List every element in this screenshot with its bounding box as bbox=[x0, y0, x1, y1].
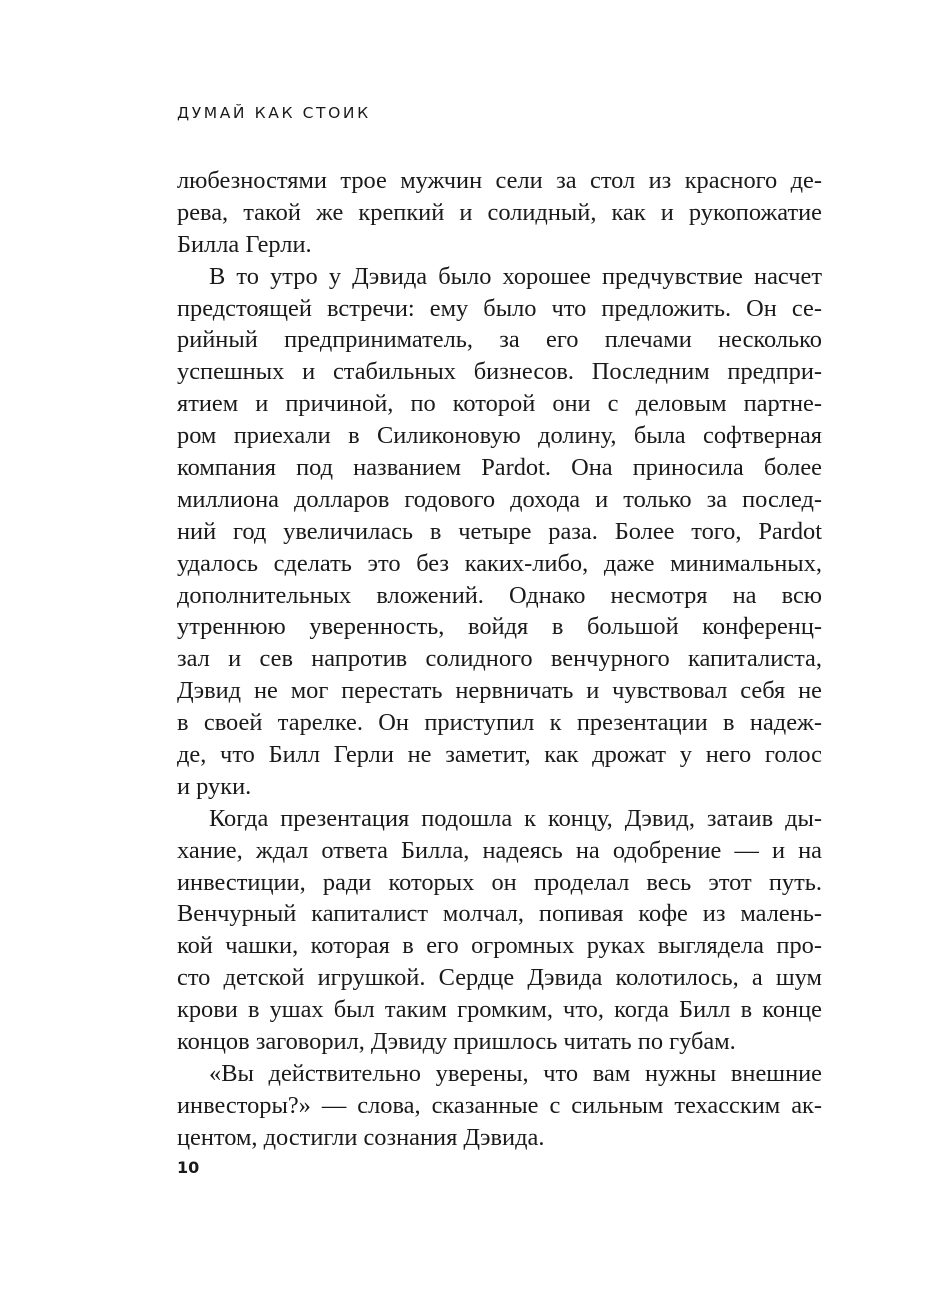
text-line: Дэвид не мог перестать нервничать и чувствовал себя не bbox=[177, 677, 822, 705]
text-line: де, что Билл Герли не заметит, как дрожат у него голос bbox=[177, 741, 822, 769]
text-line: рева, такой же крепкий и солидный, как и рукопожатие bbox=[177, 198, 822, 226]
text-line: кой чашки, которая в его огромных руках выглядела про- bbox=[177, 932, 822, 960]
text-line: компания под названием Pardot. Она приносила более bbox=[177, 454, 822, 482]
text-line: ятием и причиной, по которой они с деловым партне- bbox=[177, 390, 822, 418]
text-line: удалось сделать это без каких-либо, даже минимальных, bbox=[177, 549, 822, 577]
text-line: рийный предприниматель, за его плечами несколько bbox=[177, 326, 822, 354]
text-line: инвестиции, ради которых он проделал весь этот путь. bbox=[177, 868, 822, 896]
text-line: успешных и стабильных бизнесов. Последним предпри- bbox=[177, 358, 822, 386]
text-line: в своей тарелке. Он приступил к презентации в надеж- bbox=[177, 709, 822, 737]
page-number: 10 bbox=[177, 1158, 200, 1177]
text-line: предстоящей встречи: ему было что предложить. Он се- bbox=[177, 294, 822, 322]
text-line: крови в ушах был таким громким, что, когда Билл в конце bbox=[177, 996, 822, 1024]
text-line: Венчурный капиталист молчал, попивая кофе из малень- bbox=[177, 900, 822, 928]
text-line: ний год увеличилась в четыре раза. Более того, Pardot bbox=[177, 517, 822, 545]
text-line: утреннюю уверенность, войдя в большой конференц- bbox=[177, 613, 822, 641]
text-line: инвесторы?» — слова, сказанные с сильным техасским ак- bbox=[177, 1091, 822, 1119]
text-line: сто детской игрушкой. Сердце Дэвида колотилось, а шум bbox=[177, 964, 822, 992]
text-line: центом, достигли сознания Дэвида. bbox=[177, 1123, 545, 1151]
text-line: любезностями трое мужчин сели за стол из красного де- bbox=[177, 167, 822, 194]
text-line: концов заговорил, Дэвиду пришлось читать по губам. bbox=[177, 1028, 736, 1056]
text-line: зал и сев напротив солидного венчурного капиталиста, bbox=[177, 645, 822, 673]
text-line: и руки. bbox=[177, 772, 252, 800]
text-line: дополнительных вложений. Однако несмотря на всю bbox=[177, 581, 822, 609]
text-line: Билла Герли. bbox=[177, 230, 312, 258]
text-line: «Вы действительно уверены, что вам нужны внешние bbox=[209, 1059, 822, 1087]
text-line: миллиона долларов годового дохода и только за послед- bbox=[177, 485, 822, 513]
text-line: В то утро у Дэвида было хорошее предчувствие насчет bbox=[209, 262, 822, 290]
running-header: ДУМАЙ КАК СТОИК bbox=[177, 104, 371, 122]
text-line: ром приехали в Силиконовую долину, была софтверная bbox=[177, 422, 822, 450]
text-line: хание, ждал ответа Билла, надеясь на одобрение — и на bbox=[177, 836, 822, 864]
body-text bbox=[177, 165, 822, 1154]
text-line: Когда презентация подошла к концу, Дэвид, затаив ды- bbox=[209, 804, 822, 832]
